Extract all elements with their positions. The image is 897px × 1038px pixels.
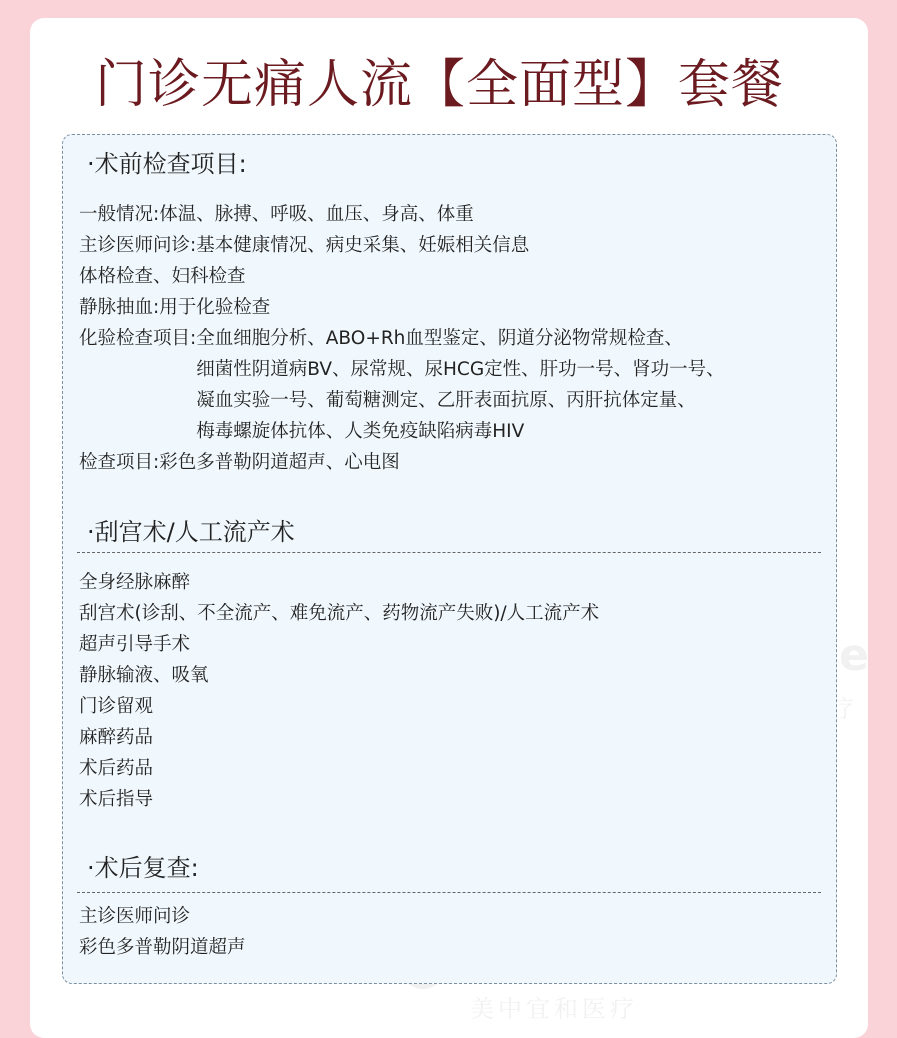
list-item: 体格检查、妇科检查	[79, 266, 246, 287]
list-item: 静脉输液、吸氧	[79, 665, 209, 686]
procedure-list	[79, 567, 829, 815]
section-title-follow-up: ·术后复查:	[87, 854, 199, 882]
lab-tests: 全血细胞分析、ABO+Rh血型鉴定、阴道分泌物常规检查、 细菌性阴道病BV、尿常规、尿HCG定性、肝功一号、肾功一号、 凝血实验一号、葡萄糖测定、乙肝表面抗原、丙肝抗体定量、 梅毒螺旋体抗体、人类免疫缺陷病毒HIV	[196, 328, 725, 442]
list-item: 主诊医师问诊	[79, 906, 191, 927]
section-divider	[77, 552, 821, 553]
list-item: 彩色多普勒阴道超声	[79, 937, 246, 958]
list-item: 静脉抽血:用于化验检查	[79, 297, 271, 318]
list-item: 主诊医师问诊:基本健康情况、病史采集、妊娠相关信息	[79, 235, 530, 256]
section-title-pre-op: ·术前检查项目:	[87, 150, 247, 178]
list-item: 化验检查项目: 全血细胞分析、ABO+Rh血型鉴定、阴道分泌物常规检查、 细菌性阴道病BV、尿常规、尿HCG定性、肝功一号、肾功一号、 凝血实验一号、葡萄糖测定、乙肝表面抗原、丙肝抗体定量、 梅毒螺旋体抗体、人类免疫缺陷病毒HIV	[79, 323, 829, 447]
list-item: 术后药品	[79, 758, 154, 779]
list-item: 检查项目:彩色多普勒阴道超声、心电图	[79, 452, 400, 473]
list-item: 超声引导手术	[79, 634, 191, 655]
list-item: 一般情况:体温、脉搏、呼吸、血压、身高、体重	[79, 204, 474, 225]
section-divider	[77, 892, 821, 893]
follow-up-list	[79, 901, 829, 963]
list-item: 麻醉药品	[79, 727, 154, 748]
pre-op-list	[79, 199, 829, 478]
section-title-procedure: ·刮宫术/人工流产术	[87, 518, 295, 546]
package-details-panel	[62, 134, 837, 984]
list-item: 刮宫术(诊刮、不全流产、难免流产、药物流产失败)/人工流产术	[79, 603, 600, 624]
list-item: 全身经脉麻醉	[79, 572, 191, 593]
list-item: 术后指导	[79, 789, 154, 810]
page-title: 门诊无痛人流【全面型】套餐	[95, 55, 785, 115]
list-item: 门诊留观	[79, 696, 154, 717]
